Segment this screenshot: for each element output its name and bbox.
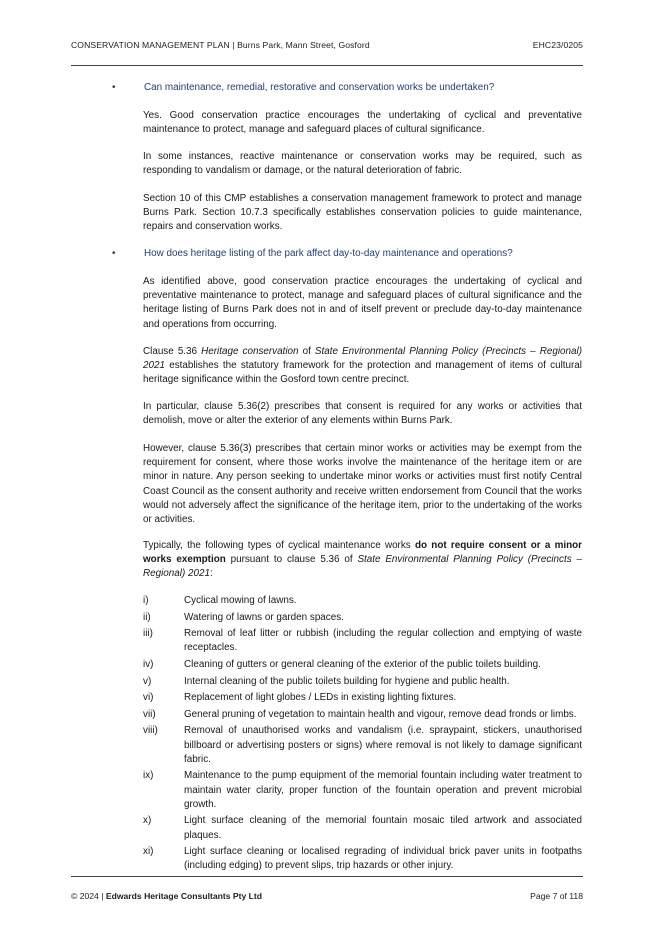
question-1-text: Can maintenance, remedial, restorative and conservation works be undertaken? bbox=[144, 82, 495, 93]
question-2 bbox=[112, 248, 587, 259]
paragraph-8-bold: do not require consent or a minor works exemption bbox=[143, 540, 582, 566]
footer-copyright bbox=[71, 891, 262, 901]
paragraph-8-italic: State Environmental Planning Policy (Precincts – Regional) 2021 bbox=[143, 554, 582, 580]
list-item bbox=[143, 814, 582, 842]
paragraph-7: However, clause 5.36(3) prescribes that certain minor works or activities may be exempt from the requirement for consent, where those works involve the maintenance of the heritage item or are minor in nature. Any person seeking to undertake minor works or activities must first notify Central Coast Council as the consent authority and receive written endorsement from Council that the works would not adversely affect the significance of the heritage item, prior to the undertaking of the works or activities. bbox=[143, 443, 582, 526]
list-number: v) bbox=[143, 675, 152, 687]
list-number: viii) bbox=[143, 725, 158, 737]
list-text: Cleaning of gutters or general cleaning of the exterior of the public toilets building. bbox=[184, 658, 541, 670]
list-number: ix) bbox=[143, 770, 154, 782]
list-item bbox=[143, 691, 582, 705]
footer-divider bbox=[71, 876, 583, 877]
list-text: Light surface cleaning of the memorial fountain mosaic tiled artwork and associated plaques. bbox=[184, 815, 582, 841]
paragraph-3: Section 10 of this CMP establishes a conservation management framework to protect and manage Burns Park. Section 10.7.3 specifically establishes conservation policies to guide maintenance, repairs and conservation works. bbox=[143, 193, 582, 233]
paragraph-5-text: establishes the statutory framework for the protection and management of items of cultural heritage significance within the Gosford town centre precinct. bbox=[143, 360, 582, 386]
page-number: Page 7 of 118 bbox=[530, 891, 583, 901]
page-header bbox=[71, 40, 583, 50]
bullet-icon: • bbox=[112, 82, 116, 93]
list-number: ii) bbox=[143, 611, 151, 623]
paragraph-1: Yes. Good conservation practice encourages the undertaking of cyclical and preventative maintenance to protect, manage and safeguard places of cultural significance. bbox=[143, 110, 582, 136]
paragraph-5-text: of bbox=[298, 346, 315, 357]
list-number: vi) bbox=[143, 692, 154, 704]
paragraph-5-italic: State Environmental Planning Policy (Precincts – Regional) 2021 bbox=[143, 346, 582, 372]
list-number: x) bbox=[143, 815, 152, 827]
list-item bbox=[143, 627, 582, 655]
paragraph-2: In some instances, reactive maintenance or conservation works may be required, such as responding to vandalism or damage, or the natural deterioration of fabric. bbox=[143, 151, 582, 177]
list-number: xi) bbox=[143, 846, 154, 858]
list-item bbox=[143, 611, 582, 625]
paragraph-5-italic: Heritage conservation bbox=[201, 346, 299, 357]
list-text: Watering of lawns or garden spaces. bbox=[184, 611, 344, 623]
question-2-text: How does heritage listing of the park affect day-to-day maintenance and operations? bbox=[144, 248, 513, 259]
list-text: Replacement of light globes / LEDs in existing lighting fixtures. bbox=[184, 692, 457, 704]
paragraph-5-text: Clause 5.36 bbox=[143, 346, 202, 357]
list-item bbox=[143, 845, 582, 873]
list-item bbox=[143, 708, 582, 722]
list-number: i) bbox=[143, 595, 149, 606]
list-number: iv) bbox=[143, 658, 154, 670]
header-reference-number: EHC23/0205 bbox=[532, 40, 583, 50]
list-item bbox=[143, 769, 582, 812]
paragraph-8-text: Typically, the following types of cyclical maintenance works bbox=[143, 540, 415, 551]
list-text: Maintenance to the pump equipment of the memorial fountain including water treatment to maintain water clarity, proper function of the fountain operation and prevent microbial growth. bbox=[184, 770, 582, 810]
list-item bbox=[143, 675, 582, 689]
list-number: iii) bbox=[143, 628, 153, 640]
list-item bbox=[143, 724, 582, 767]
list-text: Removal of unauthorised works and vandalism (i.e. spraypaint, stickers, unauthorised billboard or advertising posters or signs) where removal is not likely to damage significant fabric. bbox=[184, 725, 582, 765]
paragraph-6: In particular, clause 5.36(2) prescribes that consent is required for any works or activities that demolish, move or alter the exterior of any elements within Burns Park. bbox=[143, 401, 582, 427]
bullet-icon: • bbox=[112, 248, 116, 259]
list-item bbox=[143, 658, 582, 672]
list-item bbox=[143, 594, 582, 608]
list-number: vii) bbox=[143, 708, 156, 720]
paragraph-8-text: pursuant to clause 5.36 of bbox=[225, 554, 358, 566]
list-text: Cyclical mowing of lawns. bbox=[184, 595, 297, 606]
header-document-title: CONSERVATION MANAGEMENT PLAN | Burns Park, Mann Street, Gosford bbox=[71, 40, 370, 50]
header-divider bbox=[71, 65, 583, 66]
list-text: Removal of leaf litter or rubbish (including the regular collection and emptying of waste receptacles. bbox=[184, 628, 582, 654]
paragraph-8 bbox=[143, 539, 582, 582]
paragraph-5 bbox=[143, 345, 582, 388]
list-text: General pruning of vegetation to maintain health and vigour, remove dead fronds or limbs. bbox=[184, 708, 577, 720]
company-name: Edwards Heritage Consultants Pty Ltd bbox=[105, 891, 263, 901]
list-text: Light surface cleaning or localised regrading of individual brick paver units in footpaths (including edging) to prevent slips, trip hazards or other injury. bbox=[184, 846, 582, 872]
copyright-text: © 2024 | bbox=[71, 891, 106, 901]
page-footer bbox=[71, 891, 583, 901]
paragraph-4: As identified above, good conservation practice encourages the undertaking of cyclical and preventative maintenance to protect, manage and safeguard places of cultural significance and the heritage listing of Burns Park does not in and of itself prevent or preclude day-to-day maintenance and operations from occurring. bbox=[143, 276, 582, 330]
question-1 bbox=[112, 82, 587, 93]
maintenance-works-list bbox=[143, 594, 582, 876]
list-text: Internal cleaning of the public toilets building for hygiene and public health. bbox=[184, 675, 510, 687]
paragraph-8-text: : bbox=[209, 568, 213, 580]
